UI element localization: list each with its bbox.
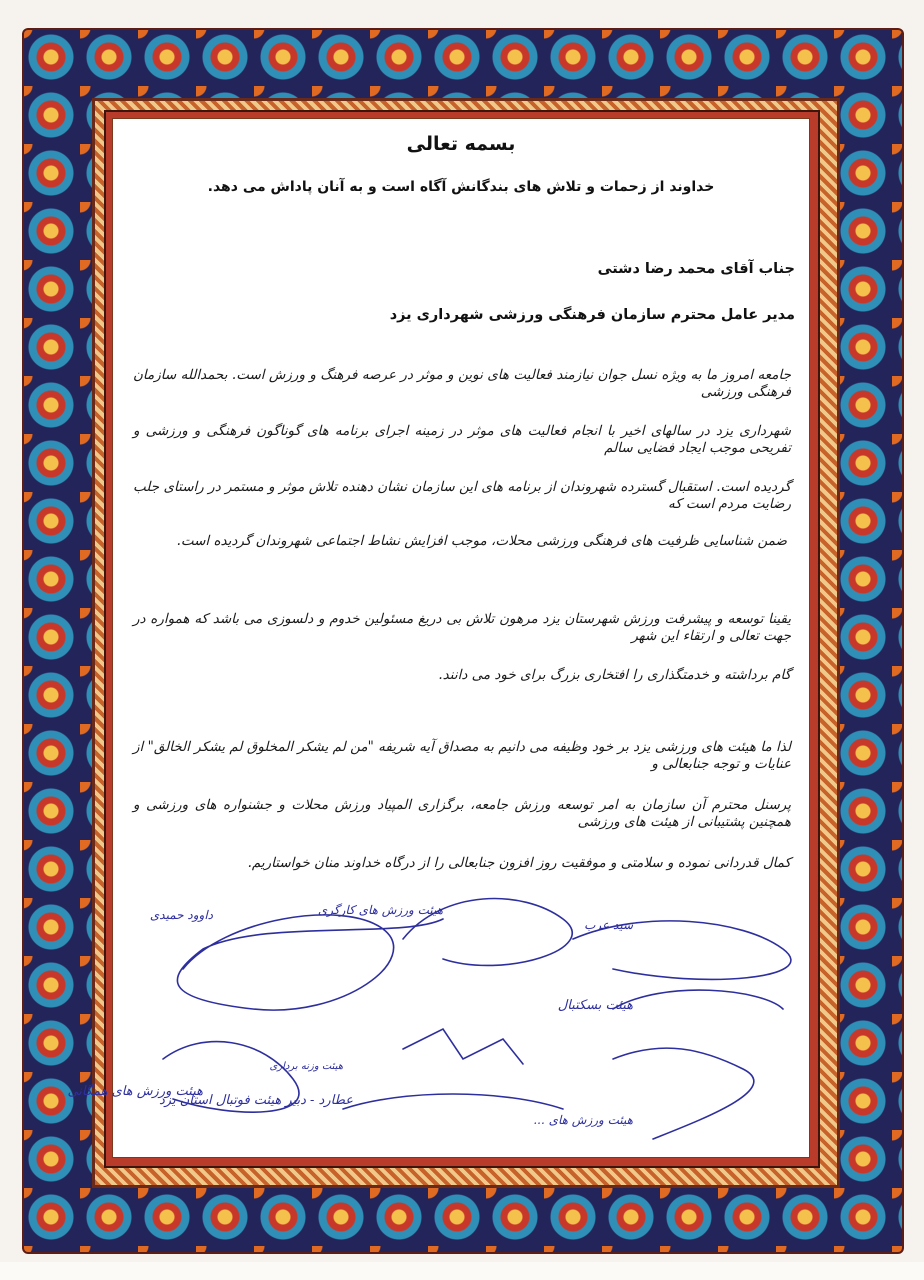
- signature-label: داوود حمیدی: [149, 908, 213, 922]
- signature-7: [270, 1029, 523, 1072]
- signature-label: سید عرب: [584, 918, 633, 932]
- body-line: جامعه امروز ما به ویژه نسل جوان نیازمند فعالیت های نوین و موثر در عرصه فرهنگ و ورزش است. بحمدالله سازمان فرهنگی ورزشی: [133, 367, 791, 400]
- letter-paper: [67, 118, 810, 1158]
- scan-margin: [0, 1262, 924, 1280]
- signature-4: [558, 990, 783, 1013]
- body-line: ضمن شناسایی ظرفیت های فرهنگی ورزشی محلات، موجب افزایش نشاط اجتماعی شهروندان گردیده است.: [176, 533, 787, 549]
- signature-label: هیئت ورزش های همگانی: [67, 1084, 203, 1099]
- body-line: گام برداشته و خدمتگذاری را افتخاری بزرگ برای خود می دانند.: [438, 667, 791, 683]
- body-line: یقینا توسعه و پیشرفت ورزش شهرستان یزد مرهون تلاش بی دریغ مسئولین خدوم و دلسوزی می باشد که همواره در جهت تعالی و ارتقاء این شهر: [133, 611, 791, 644]
- body-line: کمال قدردانی نموده و سلامتی و موفقیت روز افزون جنابعالی را از درگاه خداوند منان خواستاریم.: [247, 855, 791, 871]
- body-line: شهرداری یزد در سالهای اخیر با انجام فعالیت های موثر در زمینه اجرای برنامه های گوناگون فرهنگی و ورزشی و تفریحی موجب ایجاد فضایی سالم: [133, 423, 791, 456]
- signature-3: [573, 918, 791, 979]
- body-line: لذا ما هیئت های ورزشی یزد بر خود وظیفه می دانیم به مصداق آیه شریفه "من لم یشکر المخلوق لم یشکر الخالق" از عنایات و توجه جنابعالی و: [133, 739, 791, 772]
- signature-label: هیئت وزنه برداری: [269, 1061, 343, 1072]
- signatures-area: [67, 859, 793, 1149]
- signature-8: [533, 1048, 753, 1139]
- letter-heading: بسمه تعالی: [406, 133, 516, 155]
- recipient-title: مدیر عامل محترم سازمان فرهنگی ورزشی شهرداری یزد: [389, 307, 795, 323]
- signature-label: هیئت بسکتبال: [557, 998, 633, 1013]
- signature-6: [159, 1093, 563, 1109]
- body-line: گردیده است. استقبال گسترده شهروندان از برنامه های این سازمان نشان دهنده تلاش موثر و مستمر در راستای جلب رضایت مردم است که: [133, 479, 791, 512]
- letter-verse: خداوند از زحمات و تلاش های بندگانش آگاه است و به آنان پاداش می دهد.: [207, 179, 715, 195]
- signature-1: [150, 908, 443, 1010]
- recipient-name: جناب آقای محمد رضا دشتی: [597, 261, 795, 277]
- signature-label: عطارد - دبیر هیئت فوتبال استان یزد: [159, 1093, 353, 1108]
- signature-label: هیئت ورزش های ...: [533, 1113, 633, 1127]
- signature-2: [318, 899, 572, 966]
- signature-label: هیئت ورزش های کارگری: [317, 903, 443, 917]
- body-line: پرسنل محترم آن سازمان به امر توسعه ورزش جامعه، برگزاری المپیاد ورزش محلات و جشنواره های ورزشی و همچنین پشتیبانی از هیئت های ورزشی: [133, 797, 791, 830]
